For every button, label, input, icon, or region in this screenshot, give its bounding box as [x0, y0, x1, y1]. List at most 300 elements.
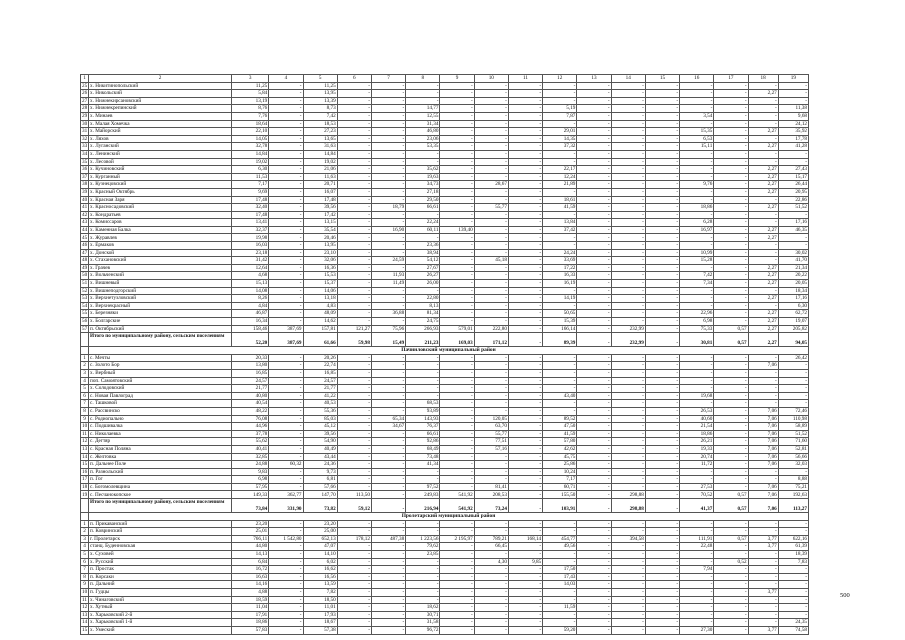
- table-cell: -: [508, 543, 542, 551]
- table-cell: -: [474, 310, 508, 318]
- table-cell: 40,54: [232, 400, 269, 408]
- table-cell: -: [440, 264, 474, 272]
- table-cell: 18,34: [778, 287, 808, 295]
- row-number: 1: [81, 354, 89, 362]
- table-cell: -: [748, 302, 778, 310]
- table-cell: 51,52: [778, 430, 808, 438]
- column-number: 3: [232, 75, 269, 83]
- table-cell: -: [474, 354, 508, 362]
- table-cell: -: [508, 287, 542, 295]
- table-cell: -: [371, 112, 405, 120]
- table-cell: -: [611, 287, 645, 295]
- table-row: [81, 173, 809, 181]
- table-cell: 40,60: [680, 415, 714, 423]
- table-cell: -: [680, 158, 714, 166]
- table-cell: -: [645, 385, 679, 393]
- table-cell: 62,72: [778, 310, 808, 318]
- table-row: [81, 90, 809, 98]
- table-cell: -: [577, 581, 611, 589]
- table-cell: 169,03: [440, 333, 474, 347]
- table-cell: -: [269, 249, 303, 257]
- table-cell: 15,37: [303, 280, 337, 288]
- table-cell: -: [474, 295, 508, 303]
- row-number: 11: [82, 430, 88, 437]
- table-cell: -: [508, 302, 542, 310]
- table-row: [81, 310, 809, 318]
- table-cell: -: [611, 415, 645, 423]
- table-row: [81, 97, 809, 105]
- table-cell: 93,89: [406, 407, 440, 415]
- table-cell: -: [474, 90, 508, 98]
- table-cell: -: [645, 257, 679, 265]
- table-cell: 11,59: [543, 604, 577, 612]
- table-cell: 59,98: [337, 333, 371, 347]
- table-cell: 7,06: [748, 461, 778, 469]
- table-cell: -: [645, 150, 679, 158]
- table-cell: -: [269, 272, 303, 280]
- table-cell: -: [337, 143, 371, 151]
- table-cell: -: [748, 619, 778, 627]
- table-cell: -: [645, 333, 679, 347]
- table-cell: -: [577, 166, 611, 174]
- table-cell: 66,61: [406, 204, 440, 212]
- table-cell: -: [371, 318, 405, 326]
- table-cell: -: [577, 499, 611, 513]
- table-cell: -: [748, 573, 778, 581]
- table-cell: -: [508, 150, 542, 158]
- settlement-name: х. Березняки: [89, 310, 232, 318]
- table-cell: 113,50: [337, 491, 371, 499]
- table-cell: 41,70: [778, 257, 808, 265]
- table-cell: -: [406, 354, 440, 362]
- table-cell: 216,94: [406, 499, 440, 513]
- table-cell: -: [474, 280, 508, 288]
- settlement-name: с. Николаевка: [89, 430, 232, 438]
- table-cell: 8,76: [232, 105, 269, 113]
- table-cell: -: [371, 566, 405, 574]
- table-cell: 55,36: [303, 407, 337, 415]
- table-cell: -: [680, 166, 714, 174]
- settlement-name: х. Солодовский: [89, 385, 232, 393]
- table-cell: -: [645, 483, 679, 491]
- table-cell: -: [371, 143, 405, 151]
- table-cell: 32,40: [232, 204, 269, 212]
- table-cell: -: [714, 105, 748, 113]
- settlement-name: п. Простак: [89, 566, 232, 574]
- table-cell: 16,85: [232, 369, 269, 377]
- row-number: 45: [82, 234, 88, 241]
- table-cell: -: [440, 423, 474, 431]
- table-cell: 21,77: [232, 385, 269, 393]
- table-cell: -: [337, 272, 371, 280]
- column-number: 16: [680, 75, 714, 83]
- table-cell: -: [543, 520, 577, 528]
- document-page: [80, 74, 809, 635]
- table-cell: 14,06: [303, 287, 337, 295]
- table-cell: -: [543, 354, 577, 362]
- table-cell: 17,48: [232, 196, 269, 204]
- table-cell: -: [474, 362, 508, 370]
- table-cell: 46,35: [778, 226, 808, 234]
- table-cell: -: [714, 461, 748, 469]
- table-cell: -: [440, 619, 474, 627]
- table-cell: -: [508, 105, 542, 113]
- table-cell: 27,23: [303, 128, 337, 136]
- table-cell: -: [474, 219, 508, 227]
- table-cell: -: [680, 188, 714, 196]
- table-cell: -: [440, 295, 474, 303]
- table-cell: -: [371, 369, 405, 377]
- table-cell: -: [611, 226, 645, 234]
- table-cell: -: [577, 611, 611, 619]
- table-cell: 2,27: [748, 325, 778, 333]
- table-cell: 13,95: [303, 90, 337, 98]
- row-number: 27: [82, 97, 88, 104]
- table-cell: 0,57: [714, 325, 748, 333]
- table-row: [81, 112, 809, 120]
- table-row: [81, 619, 809, 627]
- table-cell: -: [371, 90, 405, 98]
- row-number: 41: [82, 204, 88, 211]
- table-cell: -: [680, 211, 714, 219]
- table-cell: 22,86: [778, 196, 808, 204]
- table-cell: 7,42: [303, 112, 337, 120]
- table-row: [81, 535, 809, 543]
- row-number: [81, 333, 89, 347]
- table-cell: 8,73: [303, 105, 337, 113]
- table-cell: -: [337, 528, 371, 536]
- column-number: 19: [778, 75, 808, 83]
- table-cell: 113,27: [778, 499, 808, 513]
- settlement-name: х. Кучиновский: [89, 166, 232, 174]
- table-cell: -: [680, 120, 714, 128]
- settlement-name: с. Золото Бор: [89, 362, 232, 370]
- table-cell: 24,57: [232, 377, 269, 385]
- table-cell: -: [337, 112, 371, 120]
- table-cell: -: [748, 112, 778, 120]
- table-cell: -: [714, 150, 748, 158]
- row-number: 8: [81, 573, 89, 581]
- table-cell: -: [611, 400, 645, 408]
- table-cell: -: [778, 211, 808, 219]
- table-cell: -: [577, 566, 611, 574]
- table-cell: 2,27: [748, 295, 778, 303]
- table-cell: -: [645, 325, 679, 333]
- column-number: 9: [440, 75, 474, 83]
- table-cell: 55,62: [232, 438, 269, 446]
- table-cell: -: [714, 430, 748, 438]
- table-cell: -: [269, 105, 303, 113]
- table-cell: -: [645, 264, 679, 272]
- table-cell: 2,27: [748, 173, 778, 181]
- row-number: 30: [82, 120, 88, 127]
- table-cell: -: [577, 211, 611, 219]
- table-cell: -: [748, 354, 778, 362]
- table-cell: 31,34: [406, 120, 440, 128]
- table-cell: -: [474, 135, 508, 143]
- table-cell: -: [543, 120, 577, 128]
- table-cell: 149,33: [232, 491, 269, 499]
- table-cell: 45,12: [303, 423, 337, 431]
- table-cell: 9,69: [232, 188, 269, 196]
- table-cell: 19,33: [680, 445, 714, 453]
- table-cell: -: [543, 82, 577, 90]
- table-cell: -: [611, 105, 645, 113]
- column-number: 12: [543, 75, 577, 83]
- table-cell: -: [337, 234, 371, 242]
- table-row: [81, 120, 809, 128]
- table-cell: 40,53: [303, 400, 337, 408]
- table-cell: -: [577, 400, 611, 408]
- table-cell: -: [680, 619, 714, 627]
- table-cell: 23,20: [232, 520, 269, 528]
- table-cell: 0,57: [714, 499, 748, 513]
- table-cell: -: [748, 97, 778, 105]
- table-cell: 22,96: [680, 310, 714, 318]
- table-cell: 57,83: [232, 626, 269, 634]
- table-cell: 26,21: [680, 438, 714, 446]
- table-cell: 17,43: [543, 573, 577, 581]
- column-number: 1: [81, 75, 89, 83]
- table-cell: -: [440, 257, 474, 265]
- table-cell: 6,30: [778, 302, 808, 310]
- table-cell: -: [440, 318, 474, 326]
- table-cell: -: [371, 82, 405, 90]
- row-number: 5: [81, 551, 89, 559]
- table-cell: -: [440, 173, 474, 181]
- table-cell: -: [371, 135, 405, 143]
- row-number: 38: [82, 181, 88, 188]
- row-number: 28: [82, 105, 88, 112]
- table-cell: 20,05: [778, 280, 808, 288]
- table-cell: -: [371, 528, 405, 536]
- table-cell: -: [611, 377, 645, 385]
- table-cell: 18,86: [232, 619, 269, 627]
- table-body: [81, 75, 809, 635]
- table-cell: -: [714, 400, 748, 408]
- table-cell: 19,68: [680, 392, 714, 400]
- table-cell: -: [269, 354, 303, 362]
- table-cell: 52,20: [232, 333, 269, 347]
- table-cell: -: [714, 362, 748, 370]
- table-cell: 110,98: [778, 415, 808, 423]
- settlement-name: х. Курганный: [89, 173, 232, 181]
- table-cell: -: [680, 385, 714, 393]
- table-cell: 178,12: [337, 535, 371, 543]
- table-cell: -: [645, 430, 679, 438]
- table-cell: 2,27: [748, 188, 778, 196]
- table-cell: -: [474, 120, 508, 128]
- table-cell: -: [714, 377, 748, 385]
- table-cell: -: [269, 453, 303, 461]
- table-cell: -: [714, 135, 748, 143]
- table-cell: -: [269, 400, 303, 408]
- table-cell: -: [474, 188, 508, 196]
- table-cell: -: [543, 619, 577, 627]
- settlement-name: с. Рассвинско: [89, 407, 232, 415]
- table-cell: -: [508, 211, 542, 219]
- table-cell: 81,34: [406, 310, 440, 318]
- table-cell: 27,67: [406, 264, 440, 272]
- table-cell: -: [337, 415, 371, 423]
- table-cell: -: [508, 82, 542, 90]
- table-cell: -: [508, 438, 542, 446]
- table-row: [81, 476, 809, 484]
- table-cell: -: [680, 90, 714, 98]
- table-cell: 41,28: [778, 143, 808, 151]
- table-cell: -: [474, 626, 508, 634]
- table-row: [81, 528, 809, 536]
- table-cell: -: [645, 619, 679, 627]
- table-cell: -: [440, 128, 474, 136]
- row-number: 15: [82, 627, 88, 634]
- table-cell: -: [611, 280, 645, 288]
- table-cell: -: [778, 566, 808, 574]
- table-cell: 18,79: [371, 204, 405, 212]
- table-cell: -: [645, 476, 679, 484]
- table-cell: -: [680, 581, 714, 589]
- table-cell: -: [371, 354, 405, 362]
- settlement-name: х. Ермаков: [89, 242, 232, 250]
- table-cell: -: [337, 377, 371, 385]
- row-number: 32: [82, 135, 88, 142]
- table-cell: -: [406, 392, 440, 400]
- table-cell: -: [474, 112, 508, 120]
- table-row: [81, 362, 809, 370]
- table-cell: -: [508, 120, 542, 128]
- table-row: [81, 626, 809, 634]
- row-number: 19: [82, 491, 88, 498]
- table-cell: -: [778, 581, 808, 589]
- table-cell: -: [269, 173, 303, 181]
- table-cell: -: [371, 626, 405, 634]
- table-cell: -: [337, 468, 371, 476]
- table-cell: -: [577, 97, 611, 105]
- table-cell: -: [508, 619, 542, 627]
- table-cell: -: [474, 150, 508, 158]
- table-cell: -: [714, 112, 748, 120]
- table-cell: -: [269, 82, 303, 90]
- table-cell: -: [645, 551, 679, 559]
- table-cell: -: [645, 499, 679, 513]
- table-cell: -: [508, 166, 542, 174]
- table-cell: -: [645, 234, 679, 242]
- table-cell: -: [714, 196, 748, 204]
- table-cell: -: [508, 385, 542, 393]
- table-cell: 50,65: [543, 310, 577, 318]
- table-cell: -: [748, 596, 778, 604]
- row-number: 39: [82, 188, 88, 195]
- table-cell: 17,78: [778, 135, 808, 143]
- table-cell: -: [337, 249, 371, 257]
- table-cell: 17,42: [303, 211, 337, 219]
- table-row: [81, 272, 809, 280]
- settlement-name: х. Вишнеподгорский: [89, 287, 232, 295]
- table-cell: -: [543, 369, 577, 377]
- table-cell: -: [508, 272, 542, 280]
- table-cell: 16,56: [303, 573, 337, 581]
- table-cell: -: [474, 461, 508, 469]
- table-cell: 43,40: [543, 392, 577, 400]
- table-cell: 2,27: [748, 128, 778, 136]
- table-cell: 18,86: [680, 430, 714, 438]
- table-cell: -: [680, 528, 714, 536]
- table-cell: -: [269, 566, 303, 574]
- table-cell: -: [577, 249, 611, 257]
- settlement-name: х. Красная Заря: [89, 196, 232, 204]
- column-number: 17: [714, 75, 748, 83]
- table-cell: -: [611, 90, 645, 98]
- table-cell: -: [508, 476, 542, 484]
- table-cell: -: [645, 407, 679, 415]
- row-number: 25: [82, 82, 88, 89]
- table-cell: -: [543, 385, 577, 393]
- table-cell: 34,67: [371, 423, 405, 431]
- table-cell: -: [714, 211, 748, 219]
- table-cell: -: [611, 619, 645, 627]
- table-cell: -: [611, 166, 645, 174]
- settlement-name: п. Гог: [89, 476, 232, 484]
- table-cell: -: [508, 158, 542, 166]
- table-cell: -: [611, 82, 645, 90]
- table-cell: -: [577, 257, 611, 265]
- table-cell: 94,05: [778, 333, 808, 347]
- table-cell: -: [337, 295, 371, 303]
- table-cell: 15,53: [303, 272, 337, 280]
- table-cell: 13,80: [232, 362, 269, 370]
- table-cell: -: [543, 97, 577, 105]
- table-cell: -: [337, 204, 371, 212]
- table-cell: -: [645, 468, 679, 476]
- table-cell: -: [440, 445, 474, 453]
- table-row: [81, 551, 809, 559]
- table-cell: 139,40: [440, 226, 474, 234]
- table-cell: -: [645, 604, 679, 612]
- table-cell: -: [778, 520, 808, 528]
- table-cell: -: [440, 310, 474, 318]
- row-number: 6: [81, 392, 89, 400]
- table-cell: -: [269, 112, 303, 120]
- table-cell: -: [611, 181, 645, 189]
- table-cell: -: [337, 392, 371, 400]
- table-cell: -: [714, 369, 748, 377]
- table-cell: 30,71: [406, 611, 440, 619]
- table-cell: -: [508, 573, 542, 581]
- table-cell: -: [748, 105, 778, 113]
- table-cell: 17,93: [303, 611, 337, 619]
- table-cell: -: [645, 581, 679, 589]
- table-cell: 6,81: [303, 476, 337, 484]
- table-cell: 57,95: [232, 483, 269, 491]
- table-cell: -: [337, 173, 371, 181]
- table-cell: -: [474, 476, 508, 484]
- table-cell: -: [508, 196, 542, 204]
- table-cell: -: [611, 97, 645, 105]
- table-cell: -: [337, 445, 371, 453]
- row-number: 43: [82, 219, 88, 226]
- table-cell: -: [474, 551, 508, 559]
- table-cell: -: [611, 264, 645, 272]
- table-row: [81, 520, 809, 528]
- row-number: 36: [82, 166, 88, 173]
- row-number: 16: [82, 468, 88, 475]
- table-cell: -: [748, 377, 778, 385]
- table-cell: -: [577, 626, 611, 634]
- settlement-name: станц. Буденновская: [89, 543, 232, 551]
- table-cell: -: [611, 257, 645, 265]
- table-cell: -: [337, 369, 371, 377]
- table-cell: -: [714, 551, 748, 559]
